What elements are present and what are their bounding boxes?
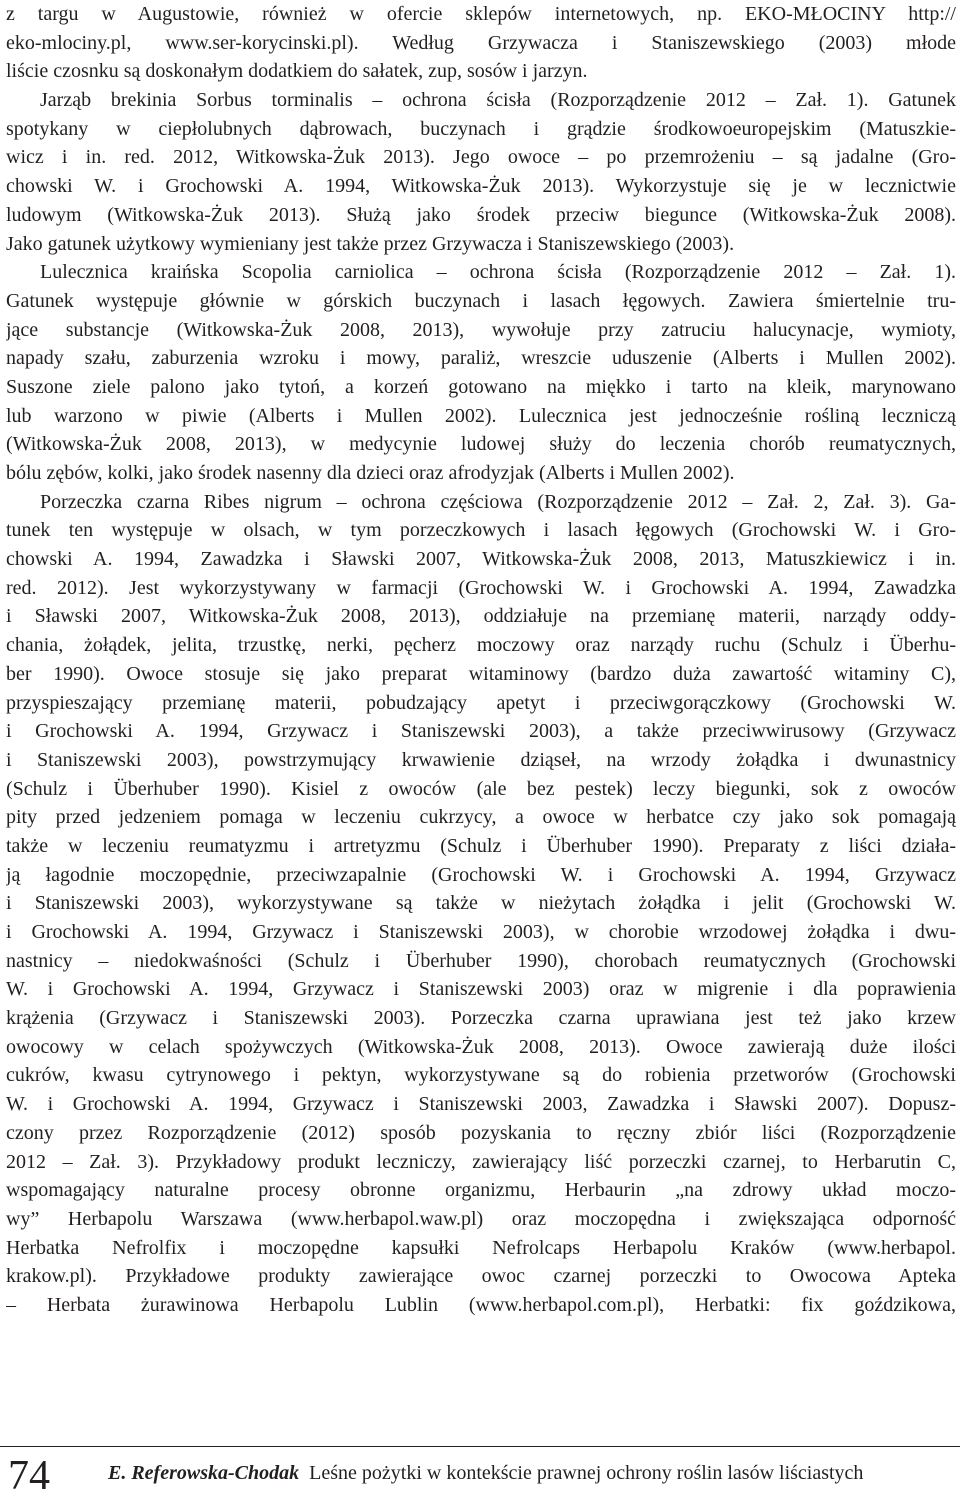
text-line: tunek ten występuje w olsach, w tym porzeczkowych i lasach łęgowych (Grochowski W. i Gro- <box>6 519 956 542</box>
text-line: jące substancje (Witkowska-Żuk 2008, 2013), wywołuje przy zatruciu halucynacje, wymioty, <box>6 318 956 341</box>
document-body <box>6 0 956 1320</box>
text-line: chowski A. 1994, Zawadzka i Sławski 2007, Witkowska-Żuk 2008, 2013, Matuszkiewicz i in. <box>6 548 956 571</box>
text-line: i Staniszewski 2003), powstrzymujący krwawienie dziąseł, na wrzody żołądka i dwunastnicy <box>6 748 956 771</box>
text-line: – Herbata żurawinowa Herbapolu Lublin (www.herbapol.com.pl), Herbatki: fix goździkowa, <box>6 1293 956 1316</box>
text-line: wicz i in. red. 2012, Witkowska-Żuk 2013). Jego owoce – po przemrożeniu – są jadalne (Gro- <box>6 146 956 169</box>
footer-author: E. Referowska-Chodak <box>108 1462 300 1484</box>
text-line: i Grochowski A. 1994, Grzywacz i Staniszewski 2003), a także przeciwwirusowy (Grzywacz <box>6 720 956 743</box>
text-line: chowski W. i Grochowski A. 1994, Witkowska-Żuk 2013). Wykorzystuje się je w lecznictwie <box>6 175 956 198</box>
text-line: (Schulz i Überhuber 1990). Kisiel z owoców (ale bez pestek) leczy biegunki, sok z owoców <box>6 777 956 800</box>
text-line: Porzeczka czarna Ribes nigrum – ochrona częściowa (Rozporządzenie 2012 – Zał. 2, Zał. 3). Ga- <box>40 490 956 513</box>
text-line: red. 2012). Jest wykorzystywany w farmacji (Grochowski W. i Grochowski A. 1994, Zawadzka <box>6 576 956 599</box>
footer-divider <box>0 1446 960 1447</box>
text-line: i Grochowski A. 1994, Grzywacz i Staniszewski 2003), w chorobie wrzodowej żołądka i dwu- <box>6 921 956 943</box>
text-line: liście czosnku są doskonałym dodatkiem do sałatek, zup, sosów i jarzyn. <box>6 60 588 83</box>
text-line: lub warzono w piwie (Alberts i Mullen 2002). Lulecznica jest jednocześnie rośliną leczniczą <box>6 404 956 427</box>
text-line: napady szału, zaburzenia wzroku i mowy, paraliż, wreszcie uduszenie (Alberts i Mullen 2002). <box>6 347 956 370</box>
text-line: Lulecznica kraińska Scopolia carniolica – ochrona ścisła (Rozporządzenie 2012 – Zał. 1). <box>40 261 956 284</box>
text-line: 2012 – Zał. 3). Przykładowy produkt leczniczy, zawierający liść porzeczki czarnej, to Herbarutin C, <box>6 1150 956 1173</box>
text-line: nastnicy – niedokwaśności (Schulz i Überhuber 1990), chorobach reumatycznych (Grochowski <box>6 949 956 972</box>
page-number: 74 <box>8 1453 50 1499</box>
text-line: spotykany w ciepłolubnych dąbrowach, buczynach i grądzie środkowoeuropejskim (Matuszkie- <box>6 117 956 140</box>
text-line: ludowym (Witkowska-Żuk 2013). Służą jako środek przeciw biegunce (Witkowska-Żuk 2008). <box>6 203 956 226</box>
text-line: W. i Grochowski A. 1994, Grzywacz i Staniszewski 2003) oraz w migrenie i dla poprawienia <box>6 978 956 1001</box>
text-line: bólu zębów, kolki, jako środek nasenny dla dzieci oraz afrodyzjak (Alberts i Mullen 2002). <box>6 462 735 484</box>
text-line: wy” Herbapolu Warszawa (www.herbapol.waw.pl) oraz moczopędna i zwiększająca odporność <box>6 1207 956 1230</box>
text-line: przyspieszający przemianę materii, pobudzający apetyt i przeciwgorączkowy (Grochowski W. <box>6 691 956 714</box>
text-line: i Sławski 2007, Witkowska-Żuk 2008, 2013), oddziałuje na przemianę materii, narządy oddy- <box>6 605 956 628</box>
text-line: Jako gatunek użytkowy wymieniany jest także przez Grzywacza i Staniszewskiego (2003). <box>6 232 735 255</box>
text-line: Jarząb brekinia Sorbus torminalis – ochrona ścisła (Rozporządzenie 2012 – Zał. 1). Gatunek <box>40 89 956 112</box>
text-line: Suszone ziele palono jako tytoń, a korzeń gotowano na miękko i tarto na kleik, marynowano <box>6 375 956 398</box>
text-line: Herbatka Nefrolfix i moczopędne kapsułki Nefrolcaps Herbapolu Kraków (www.herbapol. <box>6 1236 956 1259</box>
text-line: ją łagodnie moczopędnie, przeciwzapalnie (Grochowski W. i Grochowski A. 1994, Grzywacz <box>6 863 956 886</box>
text-line: z targu w Augustowie, również w ofercie sklepów internetowych, np. EKO-MŁOCINY http:// <box>6 3 956 25</box>
text-line: czony przez Rozporządzenie (2012) sposób pozyskania to ręczny zbiór liści (Rozporządzenie <box>6 1121 956 1144</box>
text-line: cukrów, kwasu cytrynowego i pektyn, wykorzystywane są do robienia przetworów (Grochowski <box>6 1064 956 1087</box>
text-line: także w leczeniu reumatyzmu i artretyzmu (Schulz i Überhuber 1990). Preparaty z liści działa- <box>6 834 956 857</box>
text-line: owocowy w celach spożywczych (Witkowska-Żuk 2008, 2013). Owoce zawierają duże ilości <box>6 1035 956 1058</box>
text-line: W. i Grochowski A. 1994, Grzywacz i Staniszewski 2003, Zawadzka i Sławski 2007). Dopusz- <box>6 1093 956 1116</box>
text-line: krążenia (Grzywacz i Staniszewski 2003). Porzeczka czarna uprawiana jest też jako krzew <box>6 1007 956 1030</box>
text-line: Gatunek występuje głównie w górskich buczynach i lasach łęgowych. Zawiera śmiertelnie tru- <box>6 289 956 312</box>
text-line: i Staniszewski 2003), wykorzystywane są także w nieżytach żołądka i jelit (Grochowski W. <box>6 892 956 915</box>
text-line: wspomagający naturalne procesy obronne organizmu, Herbaurin „na zdrowy układ moczo- <box>6 1179 956 1202</box>
text-line: (Witkowska-Żuk 2008, 2013), w medycynie ludowej służy do leczenia chorób reumatycznych, <box>6 433 956 456</box>
text-line: ber 1990). Owoce stosuje się jako preparat witaminowy (bardzo duża zawartość witaminy C), <box>6 662 956 685</box>
text-line: krakow.pl). Przykładowe produkty zawierające owoc czarnej porzeczki to Owocowa Apteka <box>6 1265 956 1288</box>
text-line: pity przed jedzeniem pomaga w leczeniu cukrzycy, a owoce w herbatce czy jako sok pomagają <box>6 806 956 829</box>
text-line: eko-mlociny.pl, www.ser-korycinski.pl). Według Grzywacza i Staniszewskiego (2003) młode <box>6 31 956 54</box>
running-footer <box>108 1460 863 1486</box>
footer-title: Leśne pożytki w kontekście prawnej ochrony roślin lasów liściastych <box>309 1462 864 1484</box>
text-line: chania, żołądek, jelita, trzustkę, nerki, pęcherz moczowy oraz narządy ruchu (Schulz i Überhu- <box>6 634 956 657</box>
